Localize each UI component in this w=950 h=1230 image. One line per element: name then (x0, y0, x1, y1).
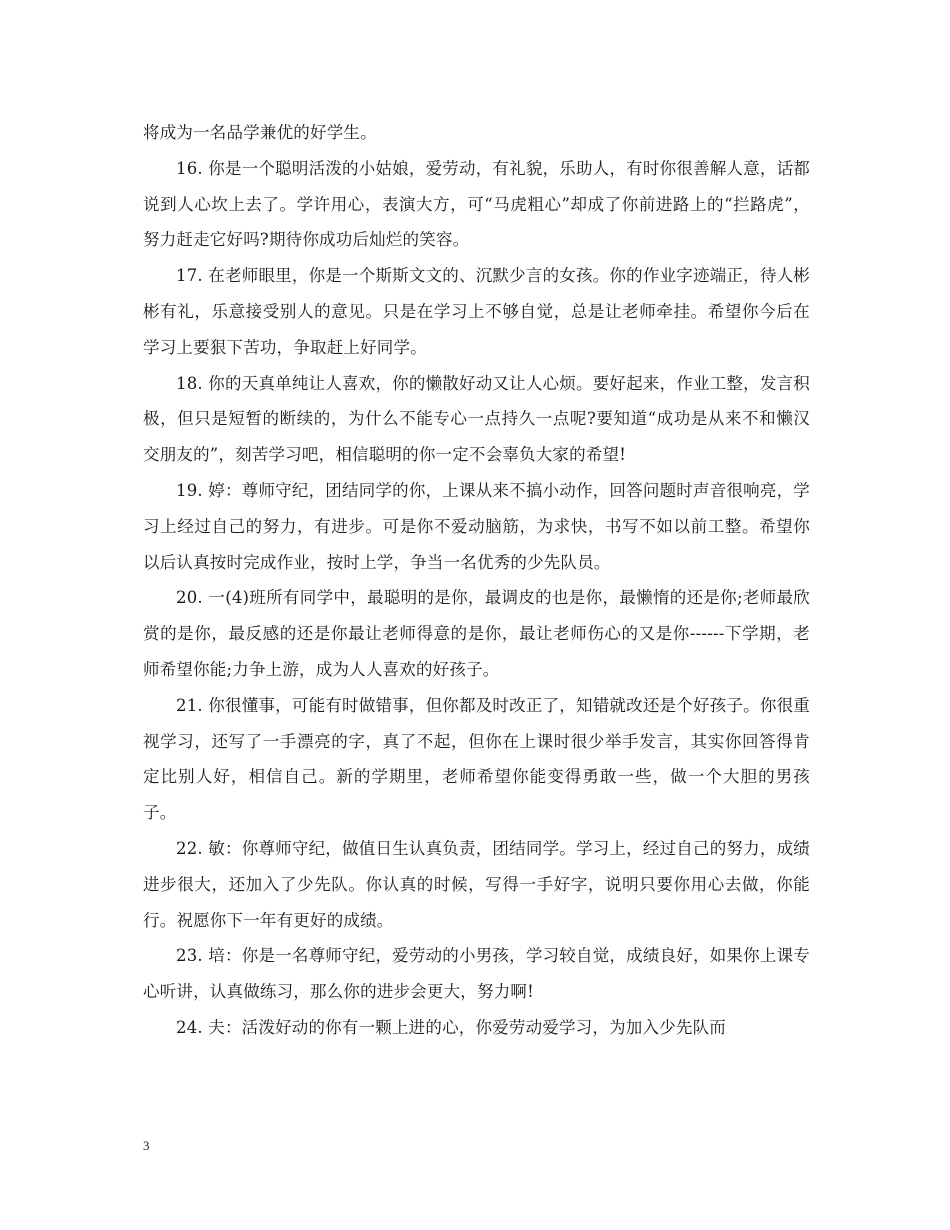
paragraph: 21. 你很懂事，可能有时做错事，但你都及时改正了，知错就改还是个好孩子。你很重视学习，还写了一手漂亮的字，真了不起，但你在上课时很少举手发言，其实你回答得肯定比别人好，相信自己。新的学期里，老师希望你能变得勇敢一些，做一个大胆的男孩子。 (143, 695, 810, 823)
paragraph: 17. 在老师眼里，你是一个斯斯文文的、沉默少言的女孩。你的作业字迹端正，待人彬彬有礼，乐意接受别人的意见。只是在学习上不够自觉，总是让老师牵挂。希望你今后在学习上要狠下苦功，争取赶上好同学。 (143, 266, 810, 357)
paragraph: 24. 夫：活泼好动的你有一颗上进的心，你爱劳动爱学习，为加入少先队而 (176, 1017, 726, 1037)
page-number: 3 (143, 1138, 150, 1153)
paragraph: 22. 敏：你尊师守纪，做值日生认真负责，团结同学。学习上，经过自己的努力，成绩进步很大，还加入了少先队。你认真的时候，写得一手好字，说明只要你用心去做，你能行。祝愿你下一年有更好的成绩。 (143, 838, 810, 930)
document-body (143, 115, 810, 1046)
paragraph: 20. 一(4)班所有同学中，最聪明的是你，最调皮的也是你，最懒惰的还是你;老师最欣赏的是你，最反感的还是你最让老师得意的是你，最让老师伤心的又是你------下学期，老师希望你能;力争上游，成为人人喜欢的好孩子。 (143, 588, 810, 679)
paragraph: 23. 培：你是一名尊师守纪，爱劳动的小男孩，学习较自觉，成绩良好，如果你上课专心听讲，认真做练习，那么你的进步会更大，努力啊! (143, 946, 810, 1002)
paragraph: 18. 你的天真单纯让人喜欢，你的懒散好动又让人心烦。要好起来，作业工整，发言积极，但只是短暂的断续的，为什么不能专心一点持久一点呢?要知道“成功是从来不和懒汉交朋友的”，刻苦学习吧，相信聪明的你一定不会辜负大家的希望! (143, 373, 810, 465)
paragraph: 19. 婷：尊师守纪，团结同学的你，上课从来不搞小动作，回答问题时声音很响亮，学习上经过自己的努力，有进步。可是你不爱动脑筋，为求快，书写不如以前工整。希望你以后认真按时完成作业，按时上学，争当一名优秀的少先队员。 (143, 480, 810, 572)
paragraph: 16. 你是一个聪明活泼的小姑娘，爱劳动，有礼貌，乐助人，有时你很善解人意，话都说到人心坎上去了。学许用心，表演大方，可“马虎粗心”却成了你前进路上的“拦路虎”，努力赶走它好吗?期待你成功后灿烂的笑容。 (143, 158, 810, 250)
paragraph: 将成为一名品学兼优的好学生。 (143, 123, 377, 142)
